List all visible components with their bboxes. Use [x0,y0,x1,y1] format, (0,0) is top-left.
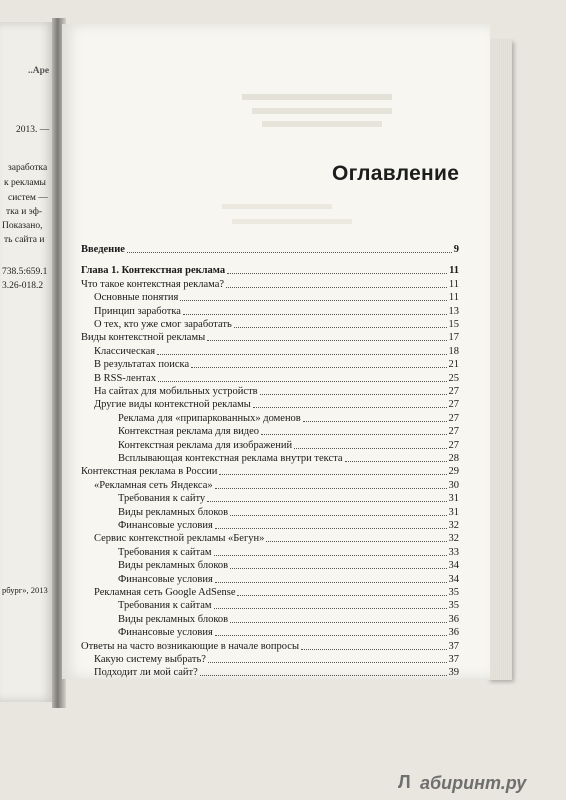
toc-entry-page: 21 [448,359,459,371]
toc-entry [94,587,459,599]
toc-leader-dots [294,448,446,449]
left-page-line: тка и эф- [6,207,43,217]
left-page [0,22,55,702]
toc-entry-label: Основные понятия [94,292,179,304]
toc-entry-label: Рекламная сеть Google AdSense [94,587,236,598]
toc-entry-page: 39 [448,667,459,679]
toc-entry-label: На сайтах для мобильных устройств [94,386,258,397]
toc-leader-dots [191,367,446,368]
toc-entry-label: Требования к сайтам [118,600,212,612]
toc-entry-label: Финансовые условия [118,627,213,639]
toc-entry-label: Подходит ли мой сайт? [94,667,198,679]
toc-entry-label: Глава 1. Контекстная реклама [81,265,226,277]
toc-entry-page: 32 [448,533,459,545]
toc-entry [94,373,459,385]
toc-entry [118,453,459,465]
toc-entry [94,480,459,492]
toc-entry [81,279,459,291]
toc-leader-dots [200,675,447,676]
toc-leader-dots [234,327,447,328]
toc-entry [118,440,459,452]
labirint-logo-icon: Л [398,772,411,792]
toc-leader-dots [214,555,447,556]
toc-entry-label: Требования к сайту [118,493,206,505]
toc-entry [118,614,459,626]
toc-leader-dots [157,354,446,355]
toc-entry-label: Контекстная реклама для изображений [118,439,293,451]
toc-leader-dots [215,582,447,583]
toc-entry [94,386,459,398]
toc-entry-label: Виды рекламных блоков [118,560,229,572]
toc-entry [118,560,459,572]
toc-leader-dots [158,381,447,382]
toc-entry-label: Финансовые условия [118,573,213,585]
toc-leader-dots [127,252,452,253]
left-page-line: систем — [8,193,48,203]
toc-entry-label: Реклама для «припаркованных» доменов [118,412,301,424]
page-title: Оглавление [332,162,460,185]
toc-leader-dots [345,461,447,462]
toc-leader-dots [215,635,447,636]
toc-leader-dots [208,662,447,663]
toc-entry-label: В RSS-лентах [94,372,156,384]
toc-entry [118,426,459,438]
toc-entry [81,265,459,277]
toc-entry-page: 36 [448,627,459,639]
toc-entry [94,399,459,411]
left-page-line: рбург», 2013 [2,585,48,595]
toc-entry-label: Всплывающая контекстная реклама внутри текста [118,453,343,464]
toc-leader-dots [260,394,447,395]
toc-entry-label: Сервис контекстной рекламы «Бегун» [94,533,265,545]
toc-entry-page: 27 [448,412,459,424]
toc-entry [81,641,459,653]
toc-entry-page: 15 [448,319,459,330]
toc-entry-page: 25 [448,372,459,384]
toc-entry [94,654,459,666]
toc-leader-dots [180,300,446,301]
left-page-line: Показано, [2,221,43,231]
toc-entry-page: 30 [448,479,459,491]
toc-entry-page: 31 [448,506,459,518]
toc-entry-label: О тех, кто уже смог заработать [94,319,232,330]
toc-entry [118,547,459,559]
toc-entry [118,520,459,532]
left-page-line: заработка [8,163,48,173]
toc-entry-page: 31 [448,493,459,505]
toc-leader-dots [230,622,446,623]
toc-entry [118,507,459,519]
left-page-line: к рекламы [4,178,46,188]
toc-entry-label: Принцип заработка [94,305,181,317]
toc-entry-page: 17 [448,332,459,344]
toc-entry-page: 9 [453,244,459,255]
toc-entry-label: «Рекламная сеть Яндекса» [94,479,213,491]
toc-leader-dots [301,649,446,650]
toc-entry-page: 37 [448,640,459,652]
toc-entry-page: 27 [448,439,459,451]
toc-entry-label: Какую систему выбрать? [94,654,206,665]
toc-entry [94,533,459,545]
page-edge [488,40,512,680]
toc-entry-label: Виды контекстной рекламы [81,332,206,344]
toc-leader-dots [261,434,446,435]
toc-leader-dots [215,528,447,529]
left-page-line: ть сайта и [4,235,45,245]
toc-entry [94,346,459,358]
toc-entry-page: 27 [448,399,459,411]
toc-entry-page: 27 [448,426,459,438]
toc-entry-label: Виды рекламных блоков [118,613,229,625]
toc-leader-dots [207,501,446,502]
toc-leader-dots [253,407,447,408]
toc-entry-label: Требования к сайтам [118,546,212,558]
toc-leader-dots [226,287,447,288]
toc-entry-label: Введение [81,244,125,255]
toc-entry-page: 29 [448,466,459,478]
toc-entry-page: 18 [448,345,459,357]
toc-leader-dots [214,608,447,609]
toc-leader-dots [230,515,446,516]
toc-leader-dots [237,595,446,596]
toc-entry-page: 11 [448,292,459,304]
toc-entry-label: Ответы на часто возникающие в начале вопросы [81,640,300,652]
toc-entry-label: В результатах поиска [94,359,190,371]
toc-entry-page: 34 [448,560,459,572]
toc-entry [94,292,459,304]
toc-entry-page: 32 [448,520,459,531]
toc-entry-page: 33 [448,546,459,558]
toc-leader-dots [183,314,447,315]
toc-entry [118,600,459,612]
toc-leader-dots [230,568,446,569]
toc-entry [118,413,459,425]
toc-entry [81,244,459,256]
toc-entry-label: Финансовые условия [118,520,213,531]
toc-entry-page: 11 [448,278,459,290]
toc-entry [81,332,459,344]
toc-leader-dots [303,421,447,422]
toc-entry-page: 34 [448,573,459,585]
toc-entry-page: 35 [448,600,459,612]
toc-entry [118,574,459,586]
toc-entry-label: Контекстная реклама в России [81,466,218,478]
toc-entry-label: Что такое контекстная реклама? [81,278,225,290]
toc-entry-label: Виды рекламных блоков [118,506,229,518]
toc-entry-label: Другие виды контекстной рекламы [94,399,251,411]
toc-entry-page: 11 [449,265,459,277]
left-page-line: ..Ape [28,66,50,76]
toc-entry-label: Классическая [94,345,156,357]
toc-entry [94,667,459,679]
toc-entry-page: 13 [448,305,459,317]
toc-leader-dots [227,273,447,274]
left-page-line: 738.5:659.1 [2,267,48,277]
watermark: абиринт.ру [420,773,527,793]
toc-entry-page: 36 [448,613,459,625]
toc-leader-dots [215,488,447,489]
toc-entry [118,627,459,639]
toc-entry-page: 27 [448,386,459,397]
toc-entry [94,306,459,318]
toc-leader-dots [219,474,446,475]
toc-leader-dots [266,541,446,542]
toc-entry-page: 28 [448,453,459,464]
toc-leader-dots [207,340,446,341]
toc-entry-label: Контекстная реклама для видео [118,426,260,438]
toc-entry [118,493,459,505]
toc-entry [94,359,459,371]
toc-entry-page: 35 [448,587,459,598]
toc-entry [81,466,459,478]
left-page-line: 3.26-018.2 [2,281,44,291]
left-page-line: 2013. — [16,125,50,135]
toc-entry-page: 37 [448,654,459,665]
toc-entry [94,319,459,331]
